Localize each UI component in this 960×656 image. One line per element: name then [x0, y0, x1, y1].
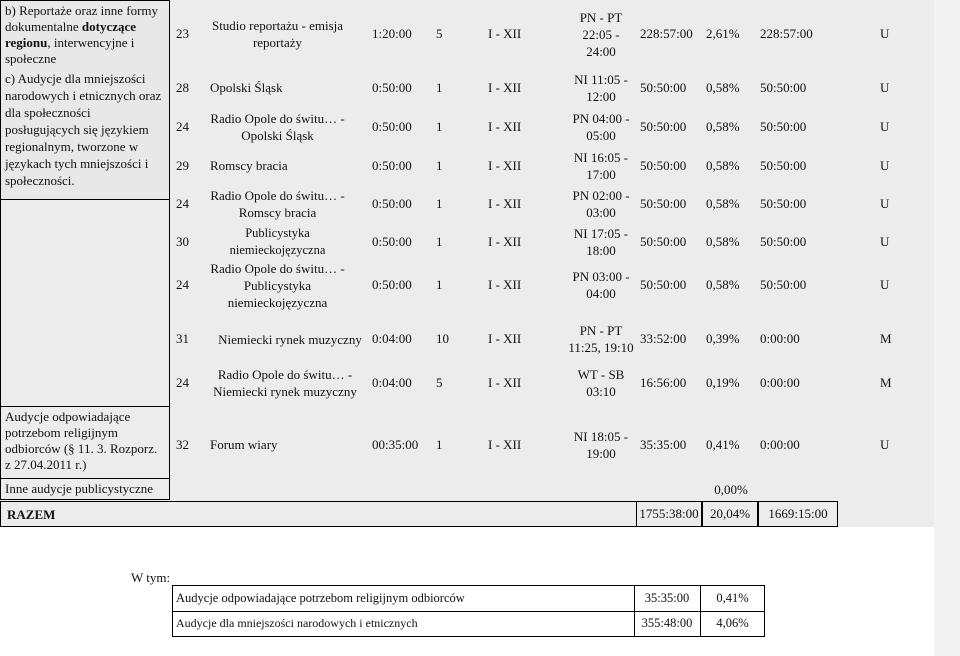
- cell-percent: 0,58%: [706, 158, 740, 173]
- cell-total2: 50:50:00: [760, 234, 807, 249]
- cell-schedule: PN - PT 22:05 - 24:00: [579, 9, 623, 59]
- cell-total2: 0:00:00: [760, 331, 800, 346]
- cell-title: Niemiecki rynek muzyczny: [218, 331, 362, 347]
- table-row: [0, 260, 960, 310]
- cell-months: I - XII: [488, 234, 522, 249]
- cell-total2: 50:50:00: [760, 277, 807, 292]
- cell-no: 24: [176, 196, 189, 211]
- razem-totals: [636, 501, 838, 527]
- cell-total: 50:50:00: [640, 277, 687, 292]
- cell-months: I - XII: [488, 331, 522, 346]
- cell-total2: 50:50:00: [760, 158, 807, 173]
- cell-no: 24: [176, 375, 189, 390]
- cell-total2: 50:50:00: [760, 119, 807, 134]
- cell-percent: 0,41%: [706, 437, 740, 452]
- cell-percent: 0,39%: [706, 331, 740, 346]
- cell-months: I - XII: [488, 277, 522, 292]
- table-row: [0, 70, 960, 106]
- cell-schedule: NI 17:05 - 18:00: [573, 226, 629, 258]
- table-row: [0, 224, 960, 260]
- cell-schedule: WT - SB 03:10: [577, 367, 625, 399]
- cell-type: U: [880, 80, 890, 95]
- cell-duration: 0:50:00: [372, 277, 412, 292]
- summary-item-religious-label: Audycje odpowiadające potrzebom religijnym odbiorców: [176, 591, 465, 605]
- razem-percent: 20,04%: [702, 501, 758, 527]
- summary-item-minorities-percent: 4,06%: [716, 616, 749, 630]
- cell-count: 1: [436, 437, 443, 452]
- table-row: [0, 424, 960, 466]
- cell-count: 5: [436, 375, 443, 390]
- cell-title: Publicystyka niemieckojęzyczna: [229, 226, 326, 257]
- table-row: [0, 0, 960, 68]
- cell-schedule: NI 11:05 - 12:00: [574, 72, 628, 104]
- cell-type: U: [880, 119, 890, 134]
- razem-label: RAZEM: [7, 507, 56, 522]
- cell-no: 32: [176, 437, 189, 452]
- cell-schedule: PN 03:00 - 04:00: [572, 269, 630, 301]
- cell-count: 10: [436, 331, 449, 346]
- cell-duration: 0:04:00: [372, 375, 412, 390]
- cell-total2: 228:57:00: [760, 26, 813, 41]
- cell-type: U: [880, 277, 890, 292]
- cell-percent: 0,19%: [706, 375, 740, 390]
- cell-percent: 0,58%: [706, 196, 740, 211]
- cell-schedule: PN - PT 11:25, 19:10: [568, 323, 634, 355]
- cell-count: 1: [436, 80, 443, 95]
- section-c-label: c) Audycje dla mniejszości narodowych i etnicznych oraz dla społeczności posługujących się językiem regionalnym, tworzone w językach tych mniejszości i społeczności.: [5, 71, 162, 188]
- cell-count: 1: [436, 234, 443, 249]
- cell-total2: 0:00:00: [760, 437, 800, 452]
- summary-item-minorities-label: Audycje dla mniejszości narodowych i etnicznych: [176, 616, 418, 630]
- cell-percent: 0,58%: [706, 277, 740, 292]
- cell-total: 16:56:00: [640, 375, 687, 390]
- religious-category-label: Audycje odpowiadające potrzebom religijnym odbiorców (§ 11. 3. Rozporz. z 27.04.2011 r.): [5, 409, 158, 472]
- cell-type: U: [880, 234, 890, 249]
- cell-duration: 0:50:00: [372, 80, 412, 95]
- cell-schedule: PN 02:00 - 03:00: [572, 188, 630, 220]
- cell-no: 29: [176, 158, 189, 173]
- cell-no: 28: [176, 80, 189, 95]
- cell-percent: 2,61%: [706, 26, 740, 41]
- cell-total: 50:50:00: [640, 119, 687, 134]
- table-row: [0, 148, 960, 184]
- cell-title: Opolski Śląsk: [210, 80, 283, 95]
- cell-duration: 0:50:00: [372, 158, 412, 173]
- cell-months: I - XII: [488, 437, 522, 452]
- summary-item-minorities-total: 355:48:00: [641, 616, 693, 630]
- cell-total: 50:50:00: [640, 234, 687, 249]
- summary-item-religious-total: 35:35:00: [644, 591, 690, 605]
- cell-type: M: [880, 375, 892, 390]
- cell-percent: 0,58%: [706, 234, 740, 249]
- cell-duration: 0:50:00: [372, 119, 412, 134]
- cell-total: 50:50:00: [640, 158, 687, 173]
- cell-months: I - XII: [488, 80, 522, 95]
- cell-duration: 0:50:00: [372, 234, 412, 249]
- summary-item-religious-percent: 0,41%: [716, 591, 749, 605]
- cell-schedule: NI 18:05 - 19:00: [573, 429, 629, 461]
- cell-count: 5: [436, 26, 443, 41]
- table-row: [0, 320, 960, 358]
- cell-total2: 50:50:00: [760, 80, 807, 95]
- section-b-label: b) Reportaże oraz inne formy dokumentalne dotyczące regionu, interwencyjne i społeczne: [5, 3, 159, 66]
- cell-no: 23: [176, 26, 189, 41]
- cell-title: Forum wiary: [210, 437, 278, 452]
- cell-total: 50:50:00: [640, 196, 687, 211]
- cell-type: U: [880, 158, 890, 173]
- table-row: [0, 362, 960, 404]
- cell-type: U: [880, 437, 890, 452]
- cell-percent: 0,58%: [706, 119, 740, 134]
- cell-no: 24: [176, 119, 189, 134]
- cell-duration: 00:35:00: [372, 437, 419, 452]
- cell-count: 1: [436, 158, 443, 173]
- table-row: [0, 184, 960, 224]
- cell-title: Studio reportażu - emisja reportaży: [211, 18, 344, 50]
- cell-schedule: PN 04:00 - 05:00: [572, 111, 630, 143]
- cell-count: 1: [436, 196, 443, 211]
- cell-count: 1: [436, 119, 443, 134]
- summary-label: W tym:: [131, 570, 171, 585]
- cell-title: Radio Opole do świtu… - Romscy bracia: [210, 188, 345, 220]
- cell-title: Radio Opole do świtu… - Niemiecki rynek muzyczny: [213, 367, 357, 399]
- table-row: [0, 106, 960, 148]
- razem-total2: 1669:15:00: [758, 501, 838, 527]
- cell-title: Romscy bracia: [210, 158, 288, 173]
- cell-title: Radio Opole do świtu… - Opolski Śląsk: [210, 111, 345, 143]
- cell-total: 228:57:00: [640, 26, 693, 41]
- cell-months: I - XII: [488, 119, 522, 134]
- other-public-label: Inne audycje publicystyczne: [5, 481, 153, 496]
- cell-months: I - XII: [488, 196, 522, 211]
- cell-total2: 0:00:00: [760, 375, 800, 390]
- cell-type: U: [880, 26, 890, 41]
- cell-duration: 0:50:00: [372, 196, 412, 211]
- cell-type: U: [880, 196, 890, 211]
- other-public-percent: 0,00%: [714, 482, 748, 497]
- cell-type: M: [880, 331, 892, 346]
- razem-total: 1755:38:00: [636, 501, 702, 527]
- cell-count: 1: [436, 277, 443, 292]
- cell-duration: 1:20:00: [372, 26, 412, 41]
- cell-no: 24: [176, 277, 189, 292]
- summary-row-divider: [172, 611, 765, 612]
- cell-months: I - XII: [488, 158, 522, 173]
- cell-total: 33:52:00: [640, 331, 687, 346]
- cell-months: I - XII: [488, 26, 522, 41]
- cell-duration: 0:04:00: [372, 331, 412, 346]
- cell-title: Radio Opole do świtu… - Publicystyka niemieckojęzyczna: [210, 260, 345, 310]
- cell-schedule: NI 16:05 - 17:00: [573, 150, 629, 182]
- cell-total2: 50:50:00: [760, 196, 807, 211]
- cell-total: 35:35:00: [640, 437, 687, 452]
- cell-no: 30: [176, 234, 189, 249]
- cell-no: 31: [176, 331, 189, 346]
- cell-percent: 0,58%: [706, 80, 740, 95]
- cell-months: I - XII: [488, 375, 522, 390]
- cell-total: 50:50:00: [640, 80, 687, 95]
